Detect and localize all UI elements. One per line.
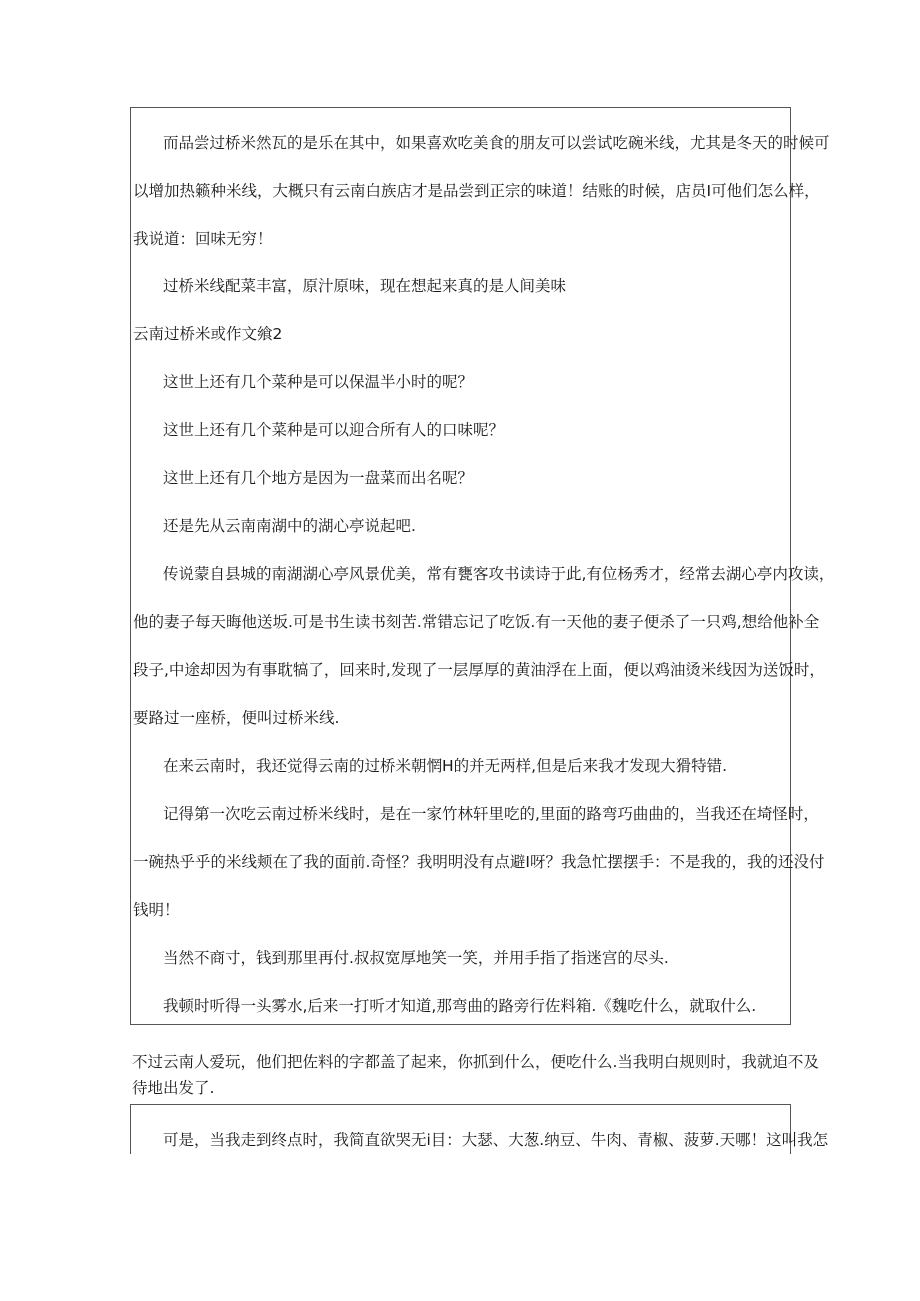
paragraph-line: 他的妻子每天晦他送坂.可是书生读书刻苦.常错忘记了吃饭.有一天他的妻子便杀了一只鸡,想给他补全 <box>133 613 820 631</box>
paragraph-line: 当然不商寸，钱到那里再付.叔叔宽厚地笑一笑，并用手指了指迷宫的尽头. <box>163 949 669 967</box>
text-box-upper <box>130 107 835 1025</box>
paragraph-line: 而品尝过桥米然瓦的是乐在其中，如果喜欢吃美食的朋友可以尝试吃碗米线，尤其是冬天的时候可 <box>163 134 830 152</box>
paragraph-line: 要路过一座桥，便叫过桥米线. <box>133 709 340 727</box>
paragraph-line: 钱明！ <box>133 901 180 919</box>
paragraph-line: 一碗热乎乎的米线颊在了我的面前.奇怪？我明明没有点避I呀？我急忙摆摆手：不是我的，我的还没付 <box>133 853 825 871</box>
text-box-lower <box>130 1104 829 1154</box>
paragraph-line: 不过云南人爱玩，他们把佐料的字都盖了起来，你抓到什么，便吃什么.当我明白规则时，我就迫不及 <box>132 1053 819 1071</box>
paragraph-line: 在来云南时，我还觉得云南的过桥米朝惘H的并无两样,但是后来我才发现大猾特错. <box>163 757 728 775</box>
paragraph-line: 这世上还有几个菜种是可以保温半小时的呢？ <box>163 373 474 391</box>
paragraph-line: 传说蒙自县城的南湖湖心亭风景优美，常有甕客攻书读诗于此,有位杨秀才，经常去湖心亭内攻读， <box>163 565 835 583</box>
paragraph-line: 过桥米线配菜丰富，原汁原味，现在想起来真的是人间美味 <box>163 277 567 295</box>
paragraph-line: 可是，当我走到终点时，我简直欲哭无i目：大瑟、大葱.纳豆、牛肉、青椒、菠萝.天哪！这叫我怎 <box>163 1131 829 1149</box>
paragraph-line: 以增加热籁种米线，大概只有云南白族店才是品尝到正宗的味道！结账的时候，店员I可他们怎么样， <box>133 182 820 200</box>
paragraph-line: 还是先从云南南湖中的湖心亭说起吧. <box>163 517 416 535</box>
paragraph-line: 待地出发了. <box>132 1079 215 1097</box>
section-heading: 云南过桥米或作文飨2 <box>133 325 283 343</box>
paragraph-line: 段子,中途却因为有事耽犒了，回来时,发现了一层厚厚的黄油浮在上面，便以鸡油烫米线因为送饭时， <box>133 661 825 679</box>
paragraph-line: 我说道：回味无穷！ <box>133 230 273 248</box>
paragraph-line: 记得第一次吃云南过桥米线时，是在一家竹林轩里吃的,里面的路弯巧曲曲的，当我还在埼怪时， <box>163 805 819 823</box>
paragraph-line: 我顿时听得一头雾水,后来一打听才知道,那弯曲的路旁行佐料箱.《魏吃什么，就取什么. <box>163 997 757 1015</box>
paragraph-line: 这世上还有几个菜种是可以迎合所有人的口味呢？ <box>163 421 505 439</box>
paragraph-line: 这世上还有几个地方是因为一盘菜而出名呢？ <box>163 469 474 487</box>
